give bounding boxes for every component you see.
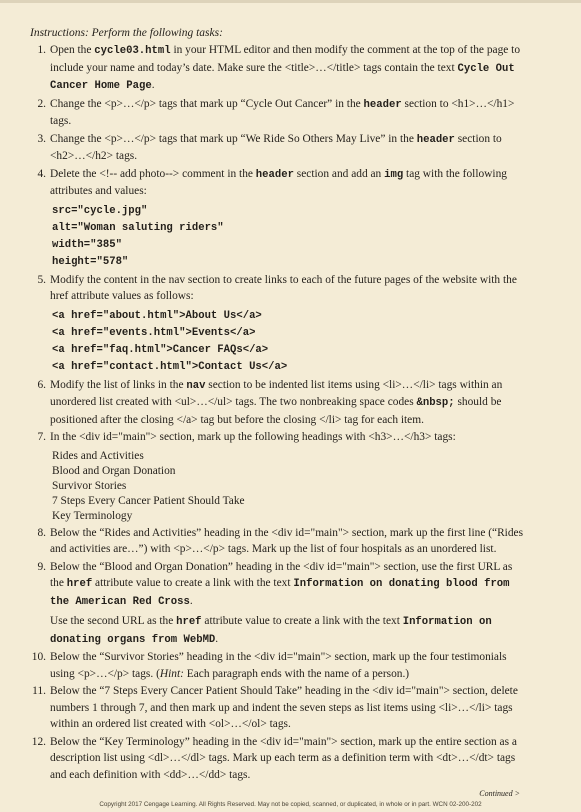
task-item-6 — [28, 377, 526, 429]
task-item-4 — [28, 166, 526, 271]
code-text: href — [66, 578, 93, 590]
task-item-2 — [28, 96, 526, 130]
task-text: . — [189, 594, 193, 607]
task-text: section to be indented list items using <li>…</li> tags within an unordered list created with <ul>…</ul> tags. The two nonbreaking space codes — [50, 378, 503, 408]
task-item-9 — [28, 559, 526, 649]
task-text: Below the “Blood and Organ Donation” heading in the <div id="main"> section, use the first URL as the — [50, 560, 513, 589]
code-line: height="578" — [52, 255, 129, 268]
task-text: Change the <p>…</p> tags that mark up “Cycle Out Cancer” in the — [50, 97, 364, 110]
task-text: attribute value to create a link with the text — [92, 577, 294, 589]
task-number: 6. — [37, 378, 46, 391]
task-text: In the <div id="main"> section, mark up the following headings with <h3>…</h3> tags: — [50, 431, 456, 443]
heading-name: 7 Steps Every Cancer Patient Should Take — [52, 494, 245, 507]
code-line: alt="Woman saluting riders" — [52, 221, 224, 234]
copyright-notice: Copyright 2017 Cengage Learning. All Rights Reserved. May not be copied, scanned, or duplicated, in whole or in part. WCN 02-200-202 — [99, 801, 482, 808]
task-text: Below the “7 Steps Every Cancer Patient Should Take” heading in the <div id="main"> section, delete numbers 1 through 7, and then mark up and indent the seven steps as list items using <li>…</li> tags within an ordered list created with <ol>…</ol> tags. — [50, 685, 518, 730]
code-line: width="385" — [52, 238, 122, 251]
instructions-heading: Instructions: Perform the following tasks: — [30, 27, 223, 39]
code-text: Information on donating blood from the American Red Cross — [50, 578, 510, 608]
task-text: Below the “Key Terminology” heading in the <div id="main"> section, mark up the entire section as a description list using <dl>…</dl> tags. Mark up each term as a definition term with <dt>…</dt> tags and each definition with <dd>…</dd> tags. — [50, 735, 517, 781]
heading-name: Survivor Stories — [52, 479, 127, 492]
task-number: 10. — [31, 651, 46, 663]
task-item-8 — [28, 525, 526, 558]
task-number: 4. — [37, 167, 46, 180]
code-text: href — [176, 616, 202, 628]
task-number: 3. — [37, 132, 46, 145]
task-text: in your HTML editor and then modify the comment at the top of the page to include your name and today’s date. Make sure the <title>…</title> tags contain the text — [50, 44, 521, 74]
task-number: 11. — [32, 685, 46, 697]
task-item-7 — [28, 429, 526, 524]
code-line: <a href="events.html">Events</a> — [52, 326, 256, 339]
task-text: section to <h2>…</h2> tags. — [50, 132, 502, 162]
task-text: section to <h1>…</h1> tags. — [50, 97, 515, 127]
task-number: 2. — [37, 97, 46, 110]
code-text: header — [363, 98, 402, 111]
code-text: Information on donating organs from WebMD — [50, 616, 492, 646]
task-item-12 — [28, 734, 526, 784]
task-number: 9. — [37, 560, 46, 573]
code-line: <a href="faq.html">Cancer FAQs</a> — [52, 343, 269, 356]
code-text: header — [416, 133, 455, 146]
task-text: Modify the list of links in the — [50, 378, 187, 391]
task-text: Open the — [50, 44, 95, 56]
task-text: tag with the following attributes and values: — [50, 167, 507, 197]
code-text: nav — [186, 379, 206, 392]
task-number: 1. — [37, 44, 46, 56]
task-paragraph — [50, 613, 526, 648]
task-text: . — [151, 79, 155, 91]
code-text: cycle03.html — [94, 45, 171, 57]
task-item-3 — [28, 131, 526, 165]
task-text: Modify the content in the nav section to create links to each of the future pages of the website with the href attribute values as follows: — [50, 273, 517, 302]
task-text: Use the second URL as the — [50, 615, 177, 627]
task-text: Below the “Survivor Stories” heading in the <div id="main"> section, mark up the four testimonials using <p>…</p> tags. ( — [50, 651, 507, 680]
task-item-5 — [28, 272, 526, 376]
task-item-11 — [28, 683, 526, 733]
task-number: 5. — [37, 273, 46, 286]
code-line: <a href="about.html">About Us</a> — [52, 309, 262, 322]
code-text: header — [255, 168, 294, 181]
heading-name: Key Terminology — [52, 509, 133, 522]
task-number: 7. — [37, 431, 46, 443]
hint-label: Hint: — [159, 667, 184, 680]
task-text: Below the “Rides and Activities” heading in the <div id="main"> section, mark up the first line (“Rides and activities are…”) with <p>…</p> tags. Mark up the list of four hospitals as an unordered list. — [50, 526, 524, 555]
code-line: <a href="contact.html">Contact Us</a> — [52, 360, 288, 373]
top-edge — [0, 0, 581, 3]
task-item-10 — [28, 649, 526, 682]
task-text: . — [215, 632, 219, 645]
task-text: should be positioned after the closing </a> tag but before the closing </li> tag for each item. — [50, 396, 502, 426]
task-list — [28, 42, 526, 784]
code-text: img — [384, 168, 404, 181]
code-text: &nbsp; — [416, 397, 455, 409]
task-number: 12. — [31, 735, 46, 748]
continued-label: Continued > — [479, 789, 520, 798]
task-text: attribute value to create a link with the text — [201, 615, 403, 627]
code-text: Cycle Out Cancer Home Page — [50, 62, 515, 92]
heading-name: Blood and Organ Donation — [52, 464, 176, 477]
task-number: 8. — [37, 526, 46, 539]
task-text: Delete the <!-- add photo--> comment in the — [50, 167, 256, 180]
task-text: Each paragraph ends with the name of a person.) — [183, 667, 410, 680]
code-line: src="cycle.jpg" — [52, 204, 148, 217]
task-item-1 — [28, 42, 526, 95]
task-text: section and add an — [293, 167, 385, 180]
task-text: Change the <p>…</p> tags that mark up “We Ride So Others May Live” in the — [50, 132, 417, 145]
heading-name: Rides and Activities — [52, 449, 144, 462]
